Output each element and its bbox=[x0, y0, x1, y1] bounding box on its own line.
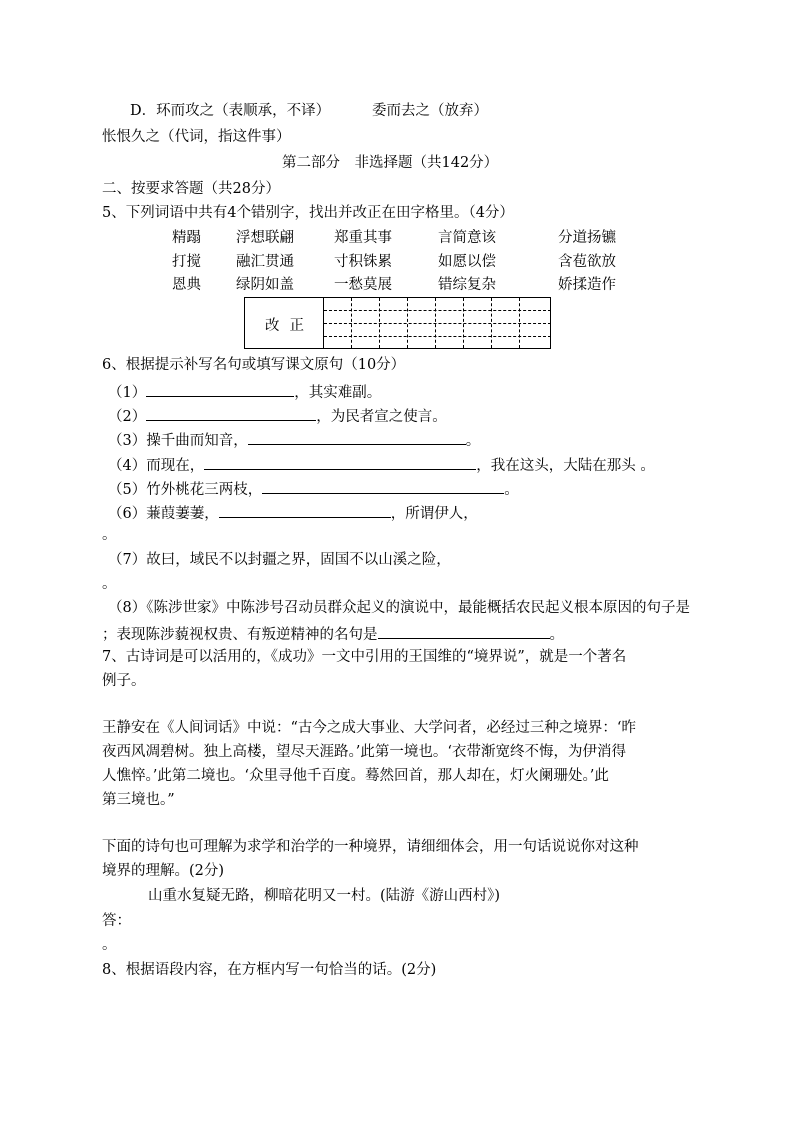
item-text: ，所谓伊人， bbox=[390, 506, 478, 522]
grid-cells[interactable] bbox=[323, 298, 551, 348]
q7-quote-line2: 夜西风凋碧树。独上高楼，望尽天涯路。’此第一境也。‘衣带渐宽终不悔，为伊消得 bbox=[102, 744, 626, 760]
grid-cell[interactable] bbox=[436, 298, 464, 348]
option-d: D．环而攻之（表顺承，不译） bbox=[130, 103, 331, 119]
item-text: 蒹葭萋萋， bbox=[146, 506, 219, 522]
q6-item-7: （7）故曰，域民不以封疆之界，固国不以山溪之险， bbox=[108, 552, 451, 568]
word: 错综复杂 bbox=[438, 277, 496, 293]
q6-item-2 bbox=[108, 404, 447, 427]
item-number: （1） bbox=[108, 385, 147, 401]
word: 言简意该 bbox=[438, 230, 496, 246]
word: 一愁莫展 bbox=[334, 277, 392, 293]
word: 恩典 bbox=[172, 277, 201, 293]
grid-cell[interactable] bbox=[520, 298, 550, 348]
q5-stem: 5、下列词语中共有4个错别字，找出并改正在田字格里。（4分） bbox=[102, 205, 514, 221]
option-d-part2: 委而去之（放弃） bbox=[372, 103, 488, 119]
q6-item-8-line2 bbox=[102, 622, 564, 645]
q6-item-6 bbox=[108, 501, 478, 524]
word: 浮想联翩 bbox=[236, 230, 294, 246]
answer-blank[interactable] bbox=[204, 453, 476, 470]
item-text: 。 bbox=[504, 482, 519, 498]
word: 娇揉造作 bbox=[558, 277, 616, 293]
option-d-part3: 怅恨久之（代词，指这件事） bbox=[102, 129, 291, 145]
q6-item-8-line1: （8）《陈涉世家》中陈涉号召动员群众起义的演说中，最能概括农民起义根本原因的句子是 bbox=[108, 600, 690, 616]
item-text: 操千曲而知音， bbox=[146, 433, 248, 449]
grid-cell[interactable] bbox=[408, 298, 436, 348]
grid-cell[interactable] bbox=[324, 298, 352, 348]
q7-stem-line1: 7、古诗词是可以活用的，《成功》一文中引用的王国维的“境界说”，就是一个著名 bbox=[102, 649, 627, 665]
item-number: （2） bbox=[108, 409, 147, 425]
answer-blank[interactable] bbox=[378, 622, 550, 639]
word: 分道扬镳 bbox=[558, 230, 616, 246]
word: 如愿以偿 bbox=[438, 254, 496, 270]
q7-stem-line2: 例子。 bbox=[102, 673, 146, 689]
section2-title: 二、按要求答题（共28分） bbox=[102, 181, 280, 197]
answer-blank[interactable] bbox=[146, 380, 294, 397]
correction-grid bbox=[244, 297, 551, 349]
word: 融汇贯通 bbox=[236, 254, 294, 270]
item-text: ，我在这头，大陆在那头 。 bbox=[476, 458, 655, 474]
q7-poem: 山重水复疑无路，柳暗花明又一村。(陆游《游山西村》) bbox=[148, 888, 501, 904]
item-text: ，为民者宣之使言。 bbox=[316, 409, 447, 425]
q6-item-7-end: 。 bbox=[102, 576, 117, 592]
q6-item-6-end: 。 bbox=[102, 527, 117, 543]
q6-stem: 6、根据提示补写名句或填写课文原句（10分） bbox=[102, 357, 406, 373]
part2-title: 第二部分 非选择题（共142分） bbox=[282, 155, 499, 171]
item-number: （6） bbox=[108, 506, 147, 522]
grid-cell[interactable] bbox=[464, 298, 492, 348]
word: 打搅 bbox=[172, 254, 201, 270]
q6-item-5 bbox=[108, 477, 519, 500]
grid-cell[interactable] bbox=[380, 298, 408, 348]
word: 绿阴如盖 bbox=[236, 277, 294, 293]
item-text: ，其实难副。 bbox=[294, 385, 382, 401]
q7-task-line1: 下面的诗句也可理解为求学和治学的一种境界，请细细体会，用一句话说说你对这种 bbox=[102, 839, 639, 855]
word: 精蹋 bbox=[172, 230, 201, 246]
q6-item-4 bbox=[108, 453, 655, 476]
answer-blank[interactable] bbox=[219, 501, 391, 518]
grid-label: 改正 bbox=[265, 318, 314, 334]
item-number: （4） bbox=[108, 458, 147, 474]
q8-stem: 8、根据语段内容，在方框内写一句恰当的话。(2分) bbox=[102, 962, 437, 978]
item-text: ；表现陈涉藐视权贵、有叛逆精神的名句是 bbox=[102, 627, 378, 643]
q7-answer-end: 。 bbox=[102, 937, 117, 953]
q6-item-3 bbox=[108, 428, 480, 451]
item-text: 。 bbox=[549, 627, 564, 643]
answer-blank[interactable] bbox=[262, 477, 504, 494]
item-text: 竹外桃花三两枝， bbox=[146, 482, 263, 498]
q7-task-line2: 境界的理解。(2分) bbox=[102, 863, 225, 879]
q7-answer-label: 答： bbox=[102, 913, 131, 929]
item-text: 。 bbox=[465, 433, 481, 449]
grid-cell[interactable] bbox=[492, 298, 520, 348]
item-number: （3） bbox=[108, 433, 147, 449]
word: 寸积铢累 bbox=[334, 254, 392, 270]
q7-quote-line1: 王静安在《人间词话》中说：“古今之成大事业、大学问者，必经过三种之境界：‘昨 bbox=[102, 720, 637, 736]
answer-blank[interactable] bbox=[248, 428, 466, 445]
q7-quote-line3: 人憔悴。’此第二境也。‘众里寻他千百度。蓦然回首，那人却在，灯火阑珊处。’此 bbox=[102, 768, 609, 784]
word: 含苞欲放 bbox=[558, 254, 616, 270]
answer-blank[interactable] bbox=[146, 404, 316, 421]
item-text: 而现在， bbox=[146, 458, 205, 474]
grid-cell[interactable] bbox=[352, 298, 380, 348]
q7-quote-line4: 第三境也。” bbox=[102, 792, 175, 808]
q6-item-1 bbox=[108, 380, 381, 403]
item-number: （5） bbox=[108, 482, 147, 498]
word: 郑重其事 bbox=[334, 230, 392, 246]
